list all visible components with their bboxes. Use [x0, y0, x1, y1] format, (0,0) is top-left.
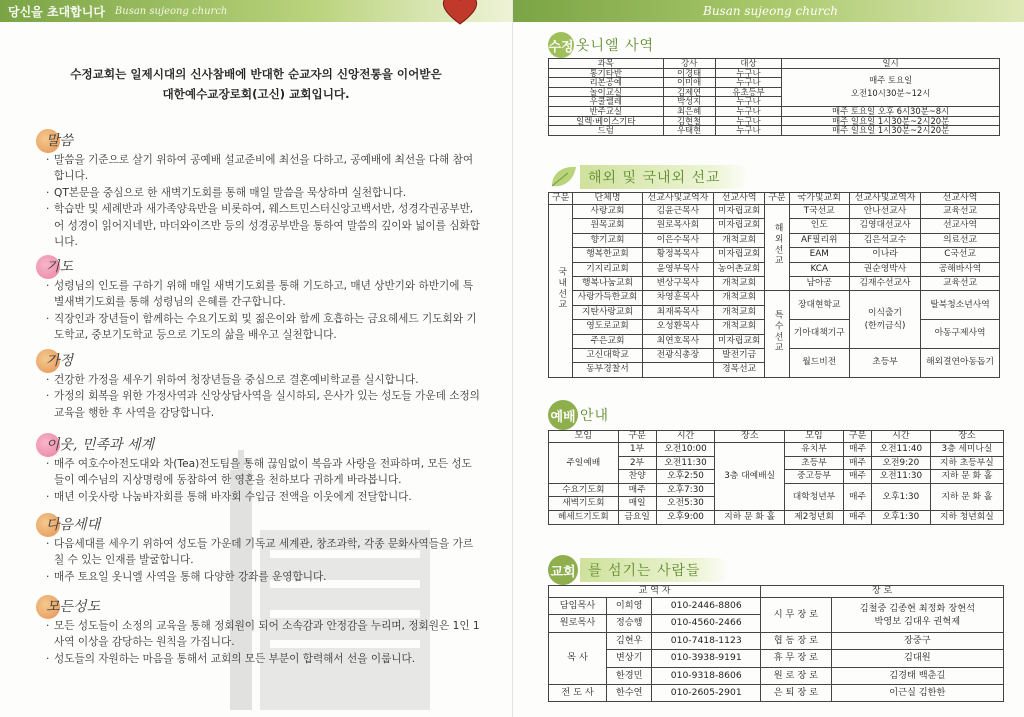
intro-text [0, 64, 512, 104]
othniel-circle: 수정 [548, 32, 574, 58]
bullet-item: · 성령님의 인도를 구하기 위해 매일 새벽기도회를 통해 기도하고, 매년 상반기와 하반기에 특별새벽기도회를 통해 성령님의 은혜를 간구합니다. [42, 278, 482, 311]
section-title: 모든성도 [42, 594, 482, 618]
overseas-label: 해외선교 [765, 205, 789, 291]
table-header: 일시 [782, 59, 1000, 69]
bullet-item: · 다음세대를 세우기 위하여 성도들 가운데 기독교 세계관, 창조과학, 각종 문화사역들을 가르칠 수 있는 인재를 발굴합니다. [42, 536, 482, 569]
bullet-item: · 학습반 및 세례반과 새가족양육반을 비롯하여, 웨스트민스터신앙고백서반, 성경각권공부반, 어 성경이 읽어지네반, 마더와이즈반 등의 성경공부반을 통하여 말씀의 깊이와 넓이를 심화합니다. [42, 201, 482, 250]
mission-title: 해외 및 국내외 선교 [580, 165, 749, 189]
section-title: 다음세대 [42, 512, 482, 536]
elder-names-cell: 김철중 김종현 최정화 장현석 박영보 김대우 권혁제 [831, 598, 1003, 633]
intro-line-2: 대한예수교장로회(고신) 교회입니다. [162, 87, 350, 101]
section-neighbors [42, 432, 482, 505]
section-title: 기도 [42, 254, 482, 278]
bullet-item: · 매주 토요일 옷니엘 사역을 통해 다양한 강좌를 운영합니다. [42, 569, 482, 585]
bullet-item: · 모든 성도들이 소정의 교육을 통해 정회원이 되어 소속감과 안정감을 누리며, 정회원은 1인 1사역 이상을 감당하는 원칙을 가집니다. [42, 618, 482, 651]
bullet-item: · 직장인과 장년들이 함께하는 수요기도회 및 젊은이와 함께 호흡하는 금요헤세드 기도회와 기도학교, 중보기도학교 등으로 기도의 삶을 배우고 실천합니다. [42, 311, 482, 344]
special-label: 특수선교 [765, 291, 789, 377]
section-title: 이웃, 민족과 세계 [42, 432, 482, 456]
bullet-item: · 말씀을 기준으로 살기 위하여 공예배 설교준비에 최선을 다하고, 공예배에 최선을 다해 참여합니다. [42, 152, 482, 185]
bullet-item: · 매주 여호수아전도대와 차(Tea)전도팀을 통해 끊임없이 복음과 사랑을 전파하며, 모든 성도들이 예수님의 지상명령에 동참하여 한 영혼을 천하보다 귀하게 바라봅니다. [42, 456, 482, 489]
intro-line-1: 수정교회는 일제시대의 신사참배에 반대한 순교자의 신앙전통을 이어받은 [70, 67, 442, 81]
section-all-members [42, 594, 482, 667]
heart-icon [438, 0, 482, 26]
table-cell: 통기타반 [549, 68, 664, 78]
left-header-title: 당신을 초대합니다 [8, 4, 105, 19]
table-header: 과목 [549, 59, 664, 69]
table-header: 대상 [715, 59, 782, 69]
staff-table: 교 역 자 장 로 담임목사 이희영 010-2446-8806 시 무 장 로 김철중 김종현 최정화 장현석 박영보 김대우 권혁제 원로목사 정승행 010-4560-2466 목 사 김현우 010-7418-1123 협 동 장 로 장중구 변상기 010-3938-9191 휴 무 장 로 김대원 한경민 010-9318-8606 원 로 장 로 김경태 백춘길 전 도 사 한수연 010-2605-2901 은 퇴 장 로 이근실 김한한 [548, 585, 1004, 702]
section-title: 말씀 [42, 128, 482, 152]
staff-header [548, 555, 1004, 585]
table-cell: 이경태 [663, 68, 715, 78]
right-header-band [513, 0, 1024, 22]
bullet-item: · 성도들의 자원하는 마음을 통해서 교회의 모든 부분이 합력해서 선을 이룹니다. [42, 651, 482, 667]
bullet-item: · 매년 이웃사랑 나눔바자회를 통해 바자회 수입금 전액을 이웃에게 전달합니다. [42, 489, 482, 505]
worship-section [548, 400, 1004, 525]
staff-circle: 교회 [548, 555, 578, 585]
special-merged-cell: 이식출기 (한끼금식) [849, 291, 920, 349]
table-cell: 누구나 [715, 68, 782, 78]
bullet-item: · QT본문을 중심으로 한 새벽기도회를 통해 매일 말씀을 묵상하며 실천합니다. [42, 185, 482, 201]
bullet-item: · 가정의 회복을 위한 가정사역과 신앙상담사역을 실시하되, 은사가 있는 성도들 가운데 소정의 교육을 행한 후 사역을 감당합니다. [42, 388, 482, 421]
section-word [42, 128, 482, 250]
mission-table: 구분 단체명 선교사및교역자 선교사역 구분 국가및교회 선교사및교역자 선교사역 국내선교 사랑교회 김윤근목사 미자립교회 해외선교 T국선교 안나선교사 교육선교 원목교회 원로목사회 미자립교회 인도 김영대선교사 선교사역 향기교회 이은수목사 개척교회 AF필리위 김은석교수 의료선교 행복한교회 황정복목사 미자립교회 EAM 이나라 C국선교 기지리교회 윤영부목사 농어촌교회 KCA 권순영박사 공해바사역 행복나눔교회 변상구목사 개척교회 남아공 김재수선교사 교육선교 사랑가득한교회 차영훈목사 개척교회 특수선교 장대현학교 이식출기 (한끼금식) 탈북청소년사역 지탄사랑교회 최재록목사 개척교회 영도로교회 오성환목사 개척교회 기아대책기구 아동구제사역 주은교회 최연호목사 미자립교회 고신대학교 전광식총장 발전기금 월드비전 초등부 해외결연아동돕기 동부경찰서 경목선교 [548, 192, 1000, 378]
worship-header [548, 400, 1004, 430]
worship-circle: 예배 [548, 400, 578, 430]
left-header-script: Busan sujeong church [114, 5, 228, 17]
left-header-band [0, 0, 512, 22]
section-prayer [42, 254, 482, 344]
right-header-script: Busan sujeong church [703, 4, 838, 18]
staff-section [548, 555, 1004, 702]
section-next-generation [42, 512, 482, 585]
section-title: 가정 [42, 348, 482, 372]
worship-table: 모임 구분 시간 장소 모임 구분 시간 장소 주일예배 1부 오전10:00 3층 대예배실 유치부 매주 오전11:40 3층 세미나실 2부 오전11:30 초등부 매주 오전9:20 지하 초등부실 찬양 오후2:50 중고등부 매주 오전11:30 지하 문 화 홀 수요기도회 매주 오후7:30 대학청년부 매주 오후1:30 지하 문 화 홀 새벽기도회 매일 오전5:30 헤세드기도회 금요일 오후9:00 지하 문 화 홀 제2청년회 매주 오후1:30 지하 청년회실 [548, 430, 1004, 525]
merged-time-cell: 매주 토요일 오전10시30분~12시 [782, 68, 1000, 106]
worship-title: 안내 [580, 408, 610, 424]
othniel-table: 과목 강사 대상 일시 통기타반 이경태 누구나 매주 토요일 오전10시30분~12시 리본공예 이미애 누구나 놀이교실 김제연 유초등부 우쿨렐레 박성지 누구나 반주교실 최은혜 누구나 매주 토요일 오후 6시30분~8시 일렉·베이스기타 김현철 누구나 매주 일요일 1시30분~2시20분 드럼 우태현 누구나 매주 일요일 1시30분~2시20분 [548, 58, 1000, 136]
table-header: 강사 [663, 59, 715, 69]
domestic-label: 국내선교 [549, 205, 573, 378]
section-family [42, 348, 482, 421]
mission-section [548, 162, 1000, 378]
bullet-item: · 건강한 가정을 세우기 위하여 청장년들을 중심으로 결혼예비학교를 실시합니다. [42, 372, 482, 388]
othniel-title: 옷니엘 사역 [576, 38, 655, 54]
staff-title: 를 섬기는 사람들 [580, 558, 729, 582]
othniel-section [548, 32, 1000, 136]
othniel-header [548, 32, 1000, 58]
mission-header [548, 162, 1000, 192]
leaf-icon [548, 164, 578, 190]
